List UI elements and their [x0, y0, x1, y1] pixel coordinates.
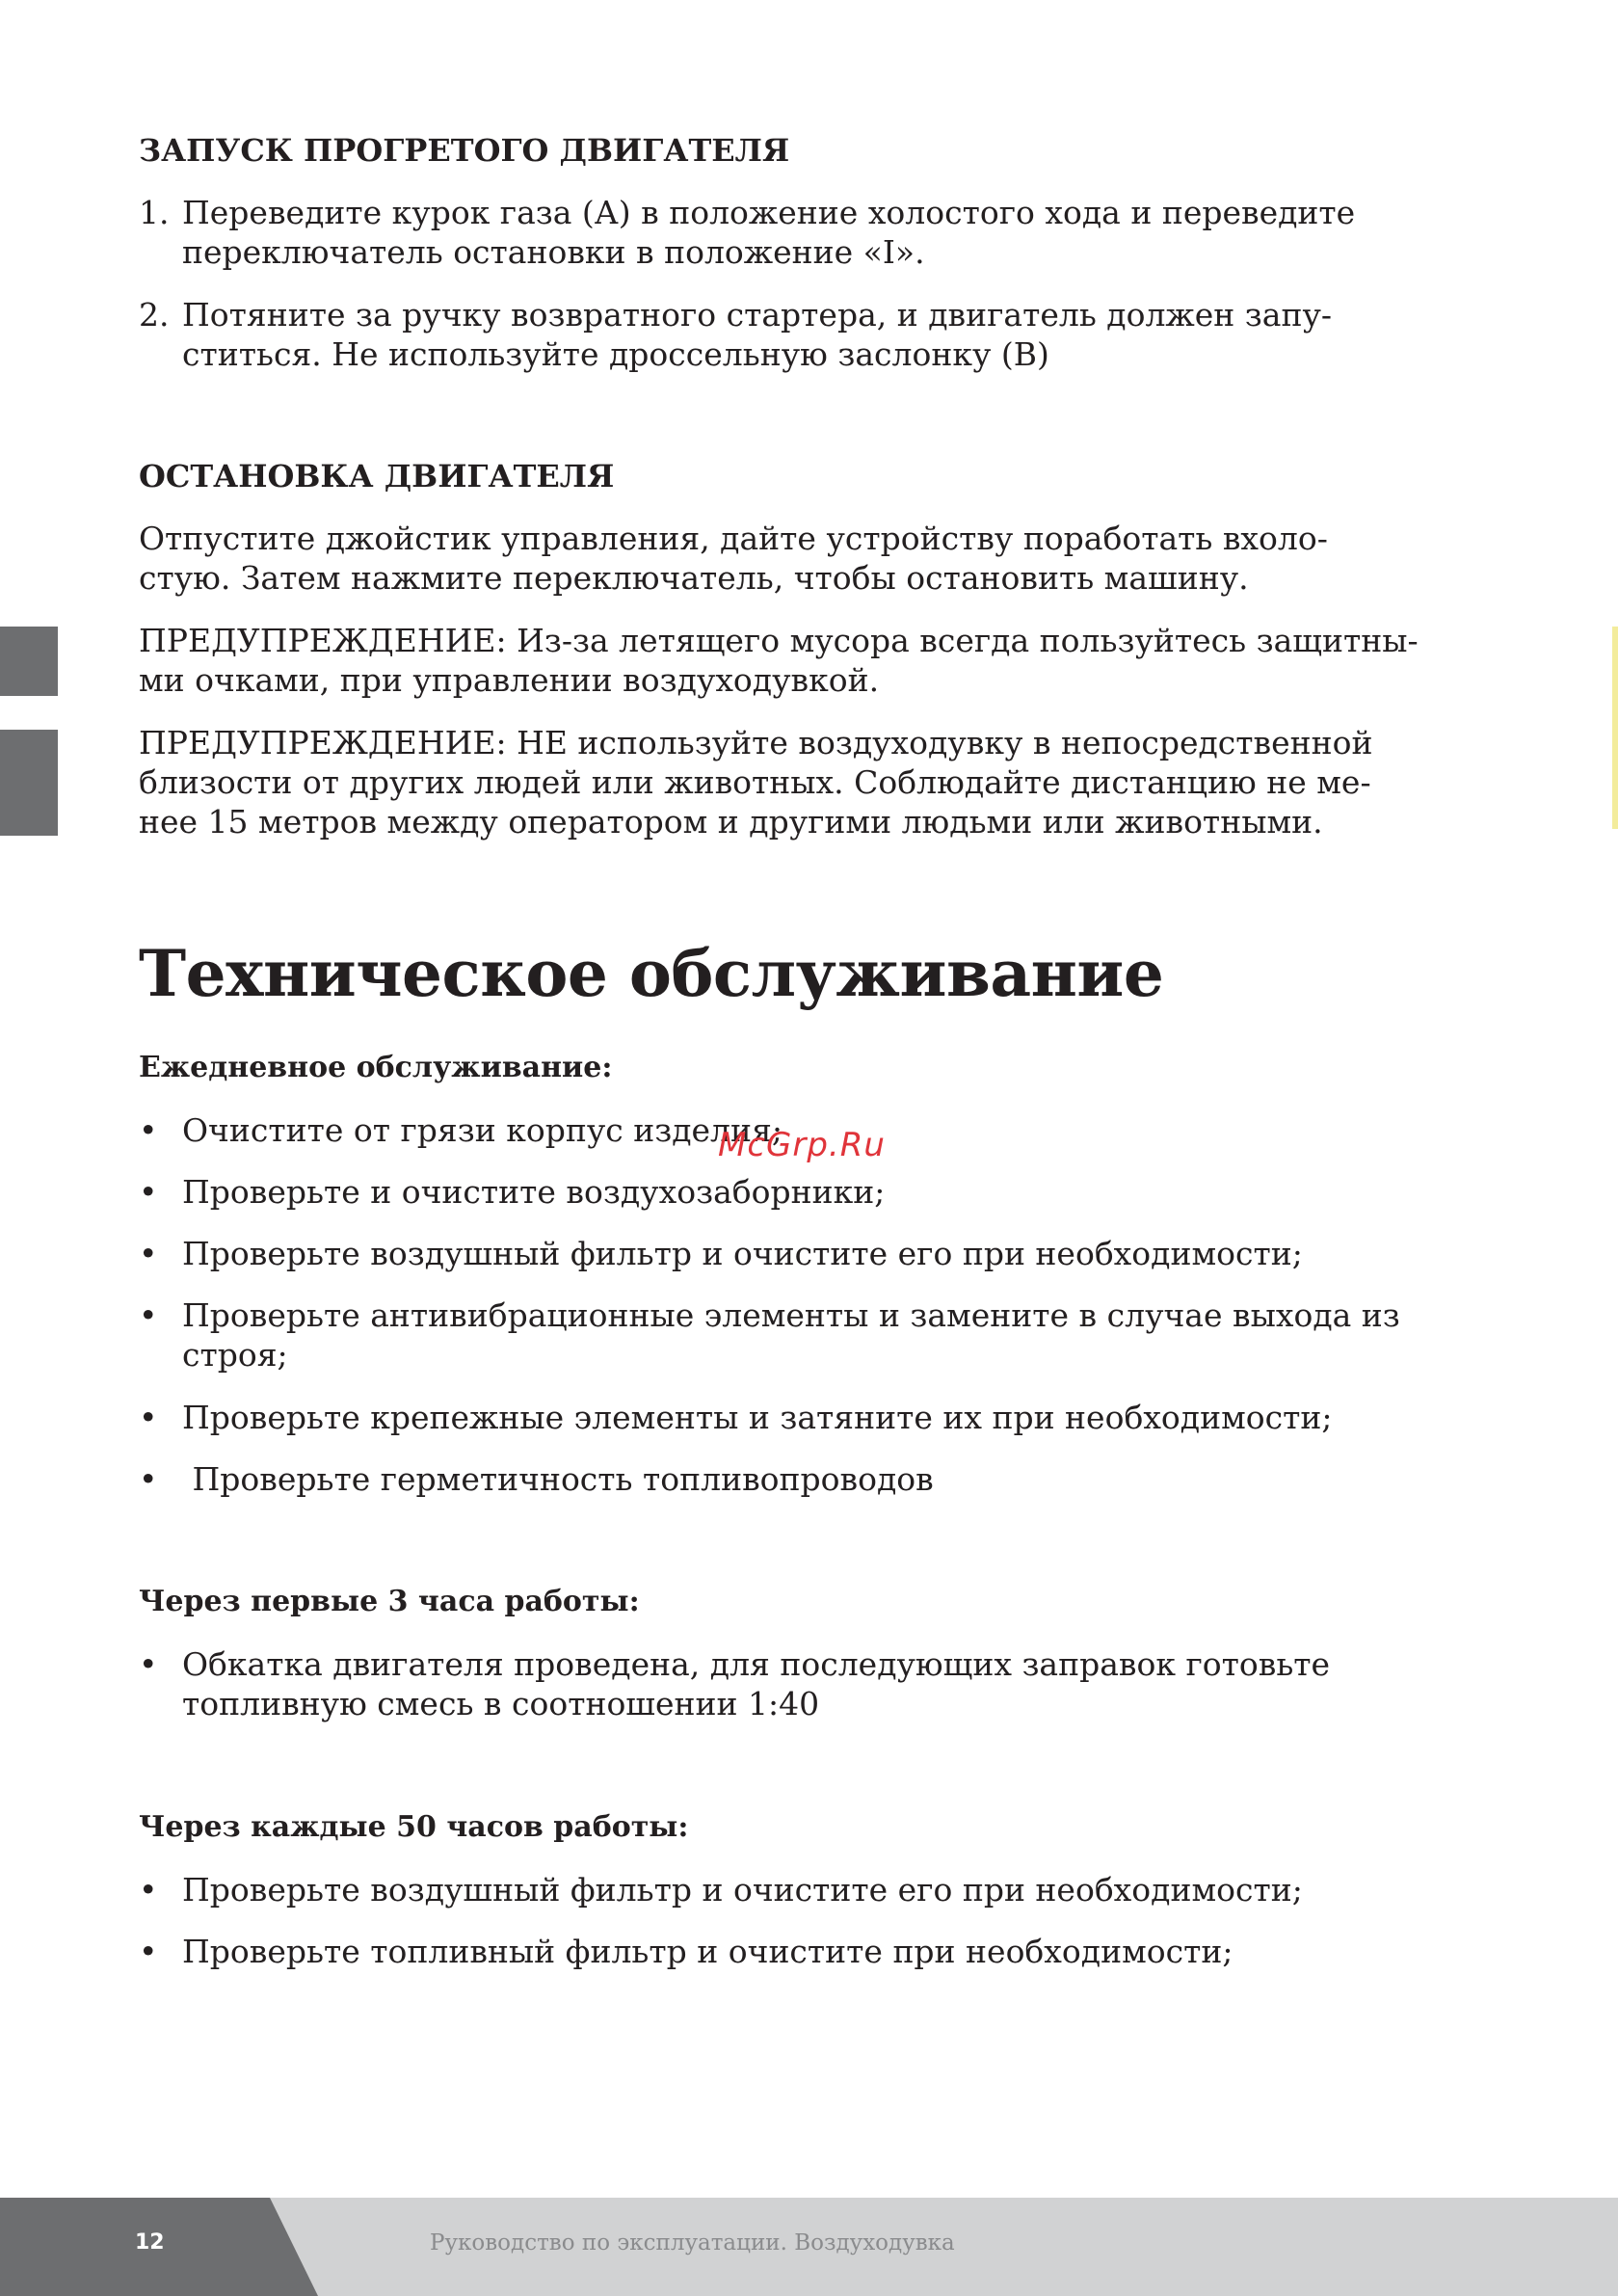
list-item-text: Проверьте топливный фильтр и очистите при необходимости; — [182, 1933, 1233, 1970]
step-text: Переведите курок газа (А) в положение холостого хода и переведите — [182, 194, 1356, 231]
list-item-text: Проверьте герметичность топливопроводов — [182, 1460, 934, 1498]
bullet: • — [139, 1173, 158, 1211]
heading-first-3-hours: Через первые 3 часа работы: — [139, 1585, 640, 1618]
list-item-text: топливную смесь в соотношении 1:40 — [182, 1685, 820, 1722]
list-item-text: строя; — [182, 1336, 288, 1374]
watermark: McGrp.Ru — [718, 1126, 886, 1164]
paragraph-line: близости от других людей или животных. Соблюдайте дистанцию не ме- — [139, 763, 1371, 801]
paragraph-warning-distance — [139, 723, 1373, 841]
step-number: 2. — [139, 296, 170, 334]
list-item-text: Проверьте воздушный фильтр и очистите его при необходимости; — [182, 1235, 1303, 1272]
list-item-text: Обкатка двигателя проведена, для последующих заправок готовьте — [182, 1645, 1331, 1683]
list-item-text: Очистите от грязи корпус изделия; — [182, 1111, 782, 1149]
bullet: • — [139, 1460, 158, 1498]
bullet: • — [139, 1296, 158, 1334]
paragraph-line: ми очками, при управлении воздуходувкой. — [139, 661, 880, 699]
page-number: 12 — [135, 2230, 165, 2255]
side-tab-marker — [0, 627, 58, 696]
bullet: • — [139, 1399, 158, 1436]
heading-daily: Ежедневное обслуживание: — [139, 1051, 613, 1084]
step-text: переключатель остановки в положение «I». — [182, 233, 925, 271]
footer-doc-title: Руководство по эксплуатации. Воздуходувка — [430, 2230, 955, 2256]
list-item-text: Проверьте антивибрационные элементы и замените в случае выхода из — [182, 1296, 1400, 1334]
paragraph-line: Отпустите джойстик управления, дайте устройству поработать вхоло- — [139, 520, 1328, 557]
step-number: 1. — [139, 194, 170, 231]
heading-every-50-hours: Через каждые 50 часов работы: — [139, 1810, 689, 1844]
step-text: Потяните за ручку возвратного стартера, и двигатель должен запу- — [182, 296, 1333, 334]
list-item-text: Проверьте крепежные элементы и затяните их при необходимости; — [182, 1399, 1333, 1436]
paragraph-line: ПРЕДУПРЕЖДЕНИЕ: НЕ используйте воздуходувку в непосредственной — [139, 724, 1373, 761]
bullet: • — [139, 1645, 158, 1683]
paragraph-line: стую. Затем нажмите переключатель, чтобы остановить машину. — [139, 559, 1249, 597]
list-item-text: Проверьте и очистите воздухозаборники; — [182, 1173, 886, 1211]
paragraph-line: ПРЕДУПРЕЖДЕНИЕ: Из-за летящего мусора всегда пользуйтесь защитны- — [139, 622, 1419, 659]
list-item-text: Проверьте воздушный фильтр и очистите его при необходимости; — [182, 1871, 1303, 1909]
bullet: • — [139, 1871, 158, 1909]
paragraph-stop — [139, 519, 1328, 598]
bullet: • — [139, 1235, 158, 1272]
maintenance-title: Техническое обслуживание — [139, 936, 1164, 1011]
page-footer — [0, 2198, 1618, 2296]
right-edge-strip — [1612, 627, 1618, 829]
step-text: ститься. Не используйте дроссельную заслонку (В) — [182, 335, 1049, 373]
paragraph-line: нее 15 метров между оператором и другими людьми или животными. — [139, 803, 1323, 841]
bullet: • — [139, 1111, 158, 1149]
heading-warm-start: ЗАПУСК ПРОГРЕТОГО ДВИГАТЕЛЯ — [139, 132, 790, 169]
bullet: • — [139, 1933, 158, 1970]
heading-stop-engine: ОСТАНОВКА ДВИГАТЕЛЯ — [139, 458, 615, 494]
side-tab-marker-active — [0, 730, 58, 836]
paragraph-warning-goggles — [139, 621, 1419, 700]
